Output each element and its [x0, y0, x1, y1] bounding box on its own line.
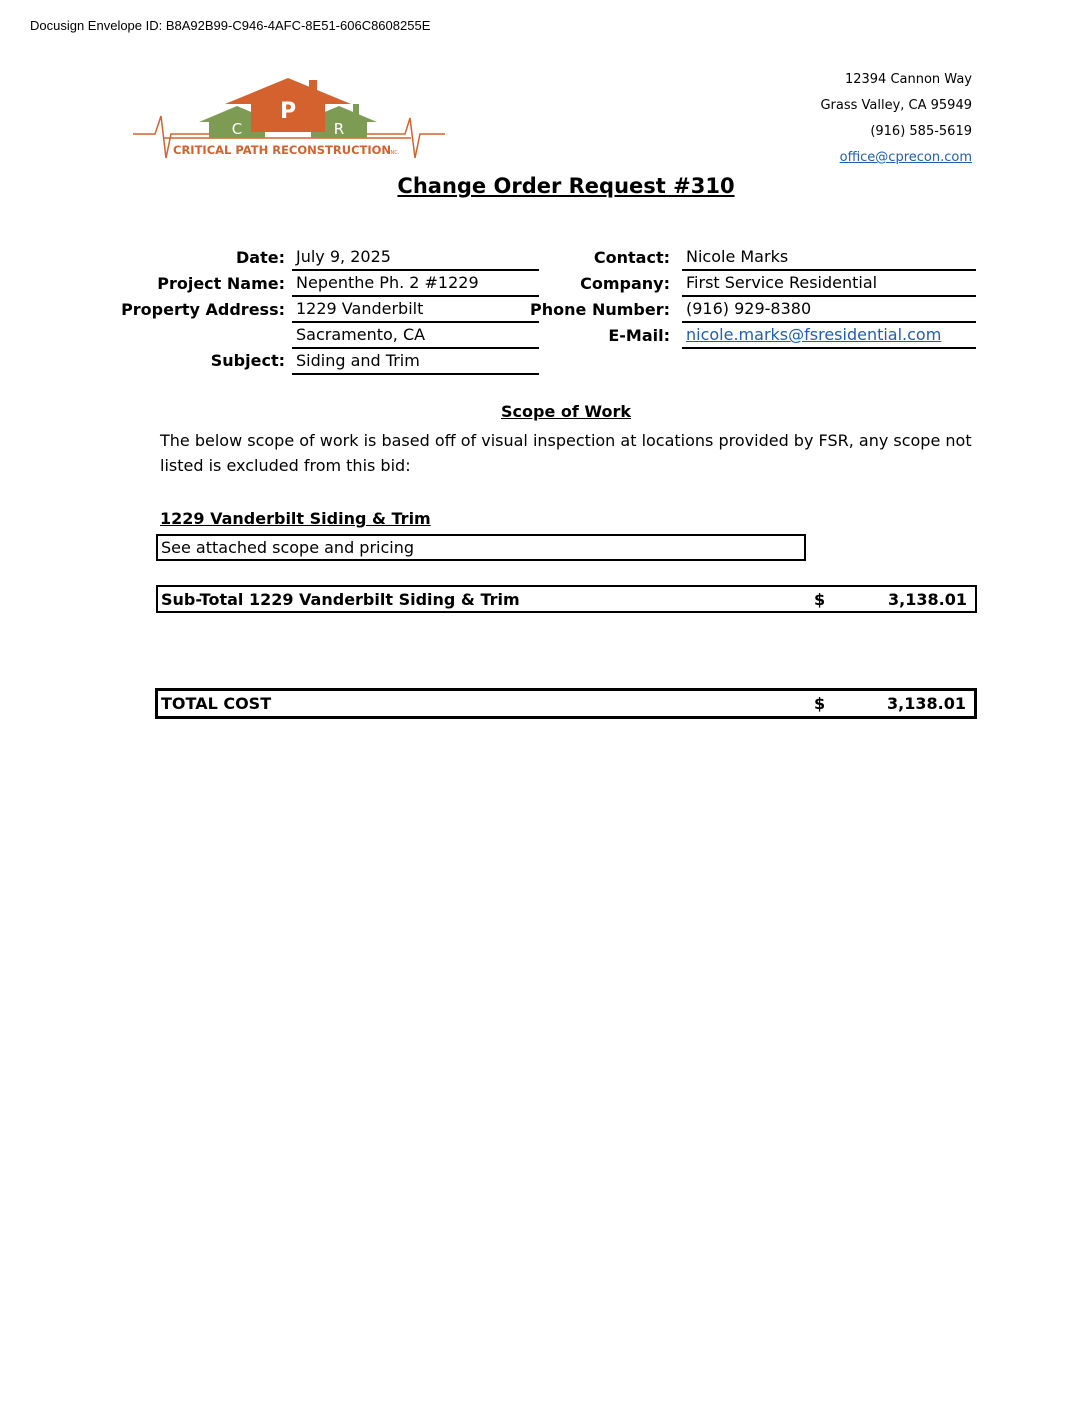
logo-text: CRITICAL PATH RECONSTRUCTION: [173, 143, 392, 157]
contact-value: Nicole Marks: [682, 245, 976, 271]
scope-item-box: [156, 534, 806, 561]
logo-letter-c: C: [231, 120, 243, 138]
page-title: Change Order Request #310: [397, 174, 735, 198]
company-logo: [133, 76, 445, 162]
subtotal-amount: 3,138.01: [888, 590, 967, 609]
company-label: Company:: [580, 274, 670, 293]
envelope-id: Docusign Envelope ID: B8A92B99-C946-4AFC-8E51-606C8608255E: [30, 18, 431, 33]
logo-letter-r: R: [333, 120, 345, 138]
project-name-label: Project Name:: [157, 274, 285, 293]
property-address-line1: 1229 Vanderbilt: [292, 297, 539, 323]
scope-title: Scope of Work: [501, 402, 631, 421]
company-street: 12394 Cannon Way: [844, 72, 972, 87]
scope-item-heading: 1229 Vanderbilt Siding & Trim: [160, 509, 431, 528]
total-label: TOTAL COST: [161, 694, 272, 713]
phone-label: Phone Number:: [530, 300, 670, 319]
logo-letter-p: P: [279, 99, 297, 124]
project-name-value: Nepenthe Ph. 2 #1229: [292, 271, 539, 297]
property-address-label: Property Address:: [121, 300, 285, 319]
total-currency: $: [814, 694, 826, 713]
company-city: Grass Valley, CA 95949: [820, 98, 972, 113]
contact-label: Contact:: [593, 248, 670, 267]
logo-suffix: INC.: [389, 150, 400, 156]
property-address-line2: Sacramento, CA: [292, 323, 539, 349]
subtotal-row: [156, 585, 977, 613]
email-value: [682, 323, 976, 349]
company-email-link[interactable]: office@cprecon.com: [839, 150, 972, 165]
date-value: July 9, 2025: [292, 245, 539, 271]
scope-description: The below scope of work is based off of visual inspection at locations provided by FSR, any scope not listed is excluded from this bid:: [160, 431, 972, 475]
contact-email-link[interactable]: nicole.marks@fsresidential.com: [686, 325, 942, 344]
date-label: Date:: [236, 248, 285, 267]
email-label: E-Mail:: [608, 326, 670, 345]
subject-value: Siding and Trim: [292, 349, 539, 375]
scope-item-text: See attached scope and pricing: [161, 538, 415, 557]
subject-label: Subject:: [210, 351, 285, 370]
phone-value: (916) 929-8380: [682, 297, 976, 323]
subtotal-label: Sub-Total 1229 Vanderbilt Siding & Trim: [161, 590, 520, 609]
company-phone: (916) 585-5619: [870, 124, 972, 139]
company-email-row: [712, 150, 972, 165]
total-amount: 3,138.01: [887, 694, 966, 713]
company-value: First Service Residential: [682, 271, 976, 297]
total-row: [155, 688, 977, 719]
subtotal-currency: $: [814, 590, 826, 609]
